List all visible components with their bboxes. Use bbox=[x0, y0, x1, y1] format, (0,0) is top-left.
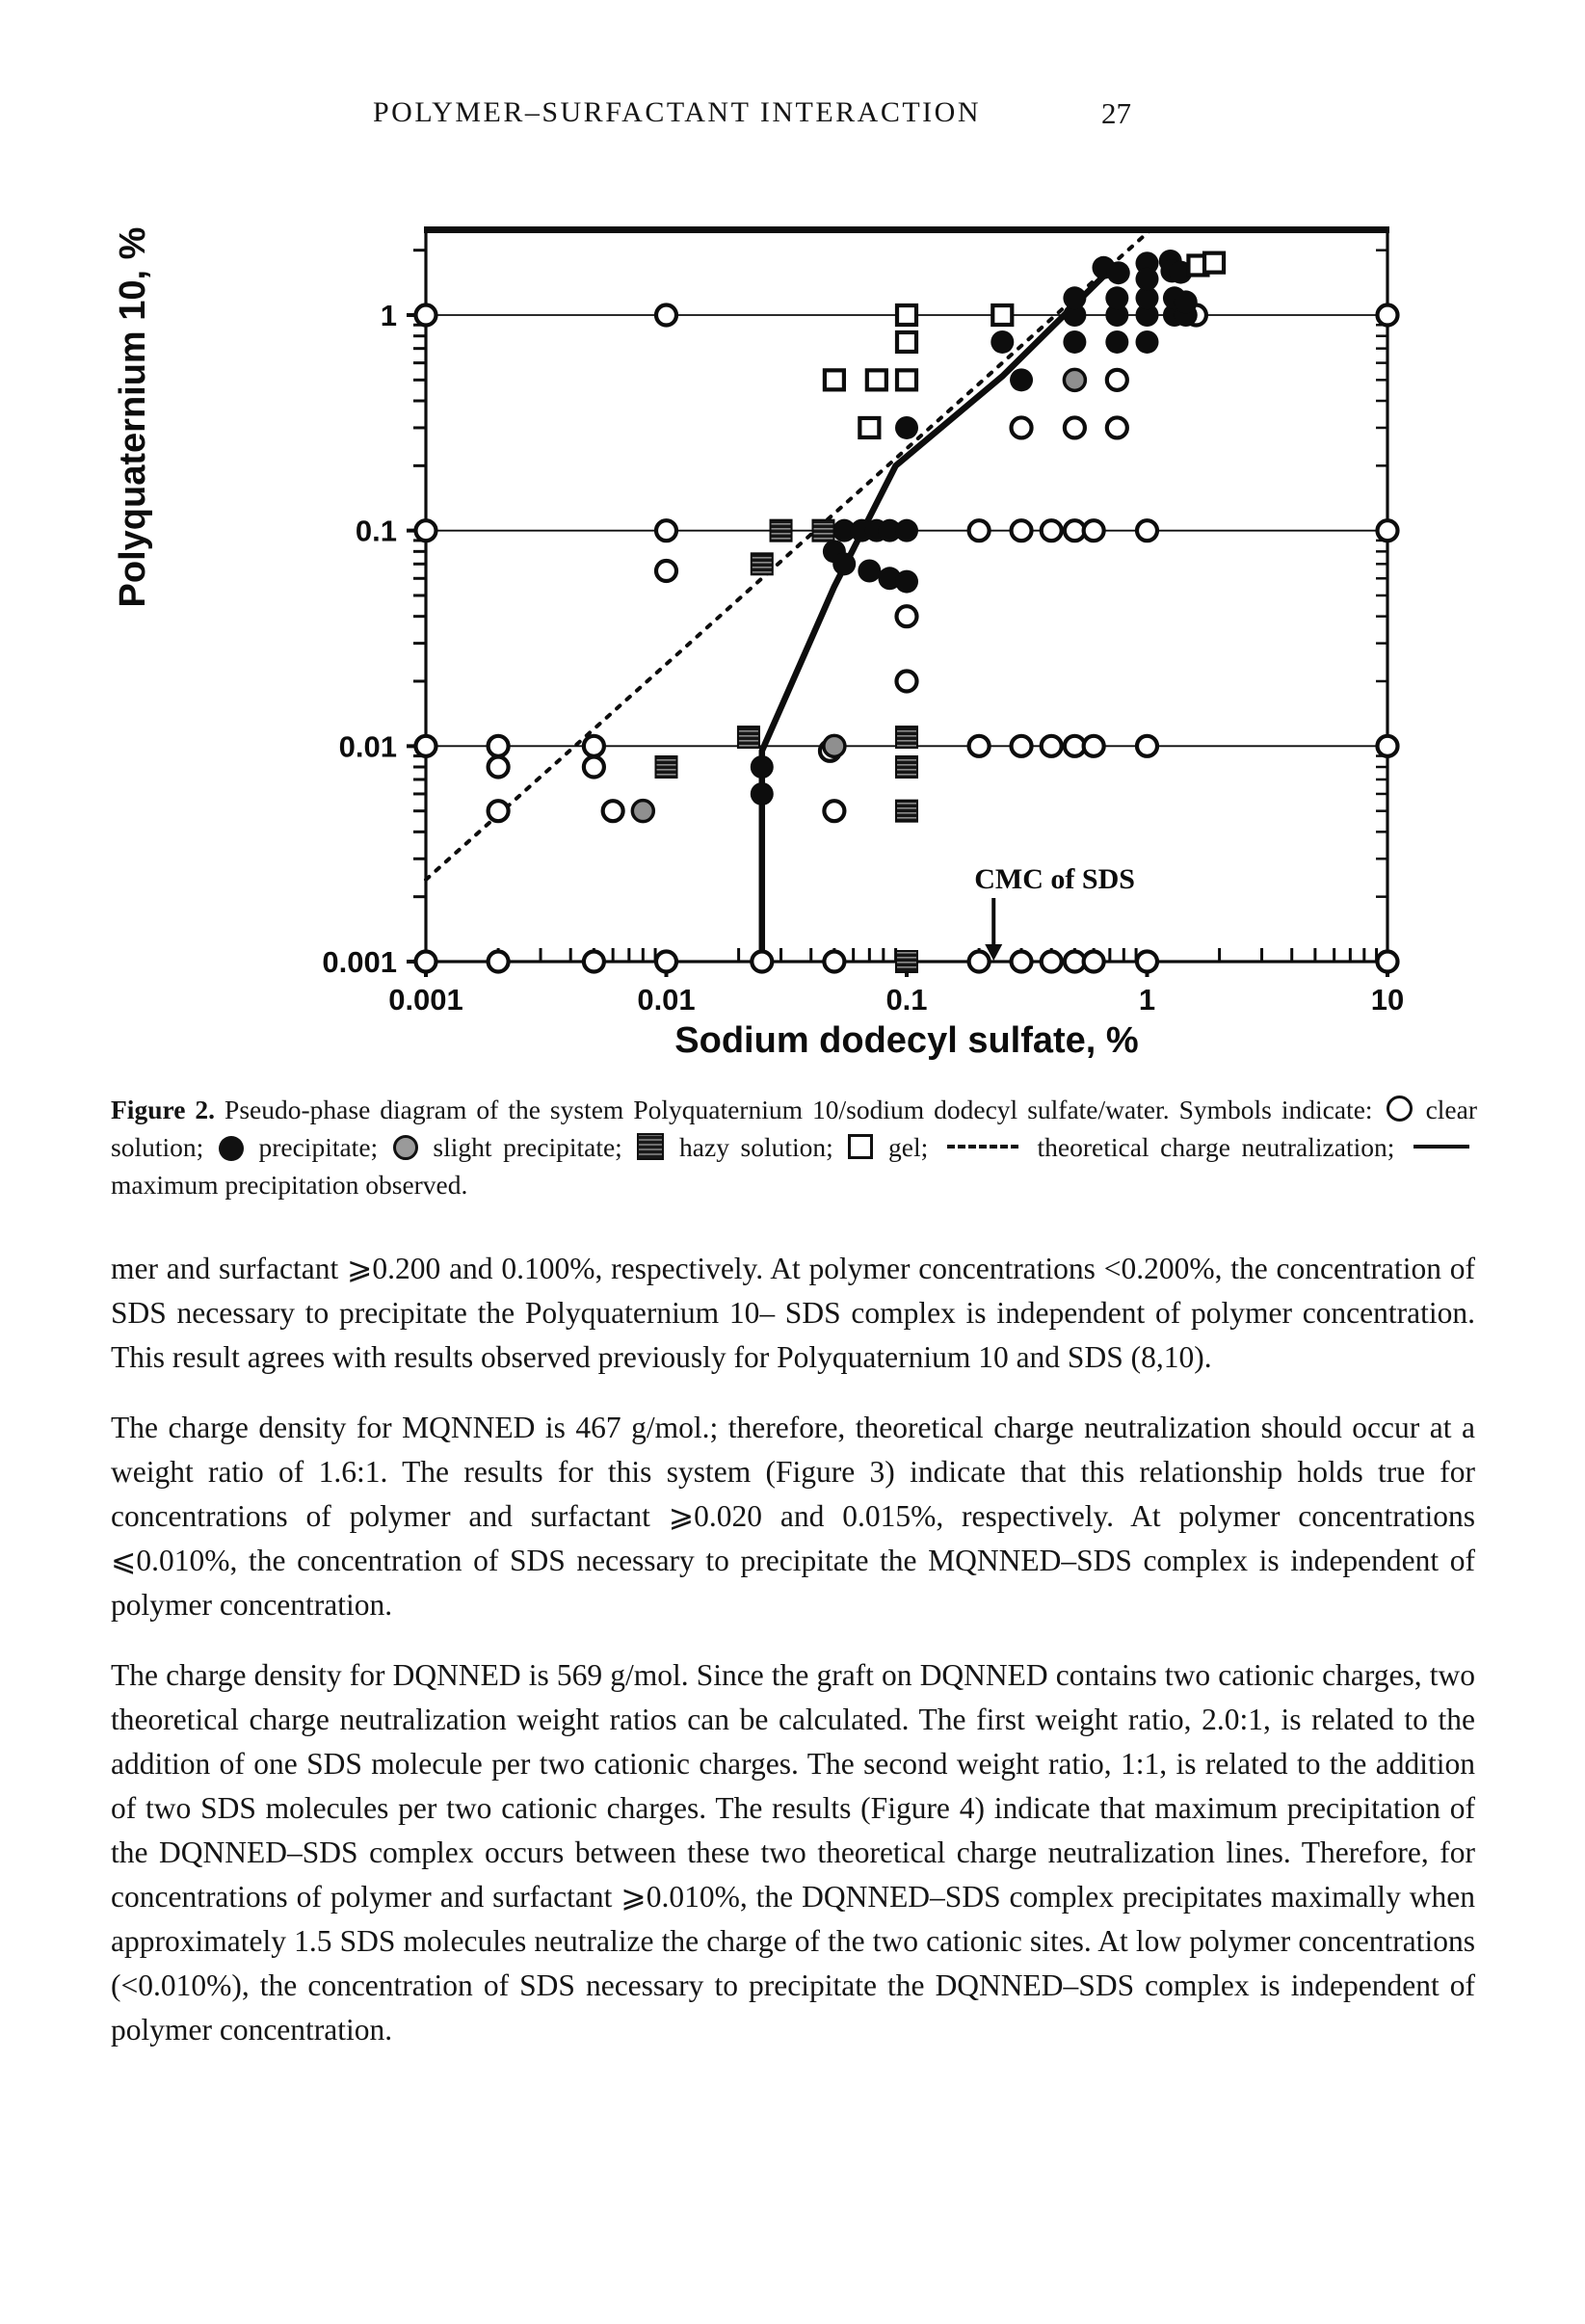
x-tick-label: 0.001 bbox=[388, 983, 463, 1017]
caption-text: Pseudo-phase diagram of the system Polyquaternium 10/sodium dodecyl sulfate/water. Symbols indicate: bbox=[215, 1095, 1383, 1124]
data-point-hazy bbox=[752, 553, 773, 574]
slight-precipitate-symbol-icon bbox=[393, 1135, 418, 1160]
data-point-clear bbox=[489, 952, 509, 972]
data-point-gel bbox=[825, 370, 844, 389]
x-tick-label: 0.1 bbox=[885, 983, 928, 1017]
data-point-clear bbox=[1065, 417, 1085, 437]
data-point-clear bbox=[1107, 370, 1127, 390]
data-point-gel bbox=[859, 418, 879, 437]
data-point-clear bbox=[1137, 520, 1157, 541]
theoretical-neutralization-line bbox=[426, 231, 1149, 880]
caption-text: hazy solution; bbox=[668, 1132, 845, 1162]
figure-caption bbox=[111, 1091, 1477, 1203]
data-point-hazy bbox=[896, 951, 917, 972]
body-text bbox=[111, 1247, 1475, 2078]
data-point-clear bbox=[1378, 520, 1398, 541]
data-point-clear bbox=[1012, 736, 1032, 756]
data-point-gel bbox=[897, 305, 916, 325]
data-point-precipitate bbox=[832, 552, 856, 575]
pseudo-phase-diagram-chart bbox=[0, 0, 1585, 1089]
gel-symbol-icon bbox=[848, 1134, 873, 1159]
data-point-clear bbox=[416, 736, 436, 756]
data-point-clear bbox=[969, 736, 990, 756]
data-point-clear bbox=[897, 672, 917, 692]
data-point-clear bbox=[656, 952, 676, 972]
page-number: 27 bbox=[1101, 96, 1131, 130]
x-tick-label: 0.01 bbox=[637, 983, 696, 1017]
data-point-clear bbox=[584, 952, 604, 972]
data-point-clear bbox=[1012, 952, 1032, 972]
data-point-hazy bbox=[896, 756, 917, 778]
paragraph: The charge density for MQNNED is 467 g/mol.; therefore, theoretical charge neutralization should occur at a weight ratio of 1.6:1. The results for this system (Figure 3) indicate that this relationship holds true for concentrations of polymer and surfactant ⩾0.020 and 0.015%, respectively. At polymer concentrations ⩽0.010%, the concentration of SDS necessary to precipitate the MQNNED–SDS complex is independent of polymer concentration. bbox=[111, 1411, 1475, 1622]
data-point-precipitate bbox=[895, 570, 918, 594]
data-point-clear bbox=[824, 952, 844, 972]
y-axis-title: Polyquaternium 10, % bbox=[113, 226, 153, 608]
data-point-clear bbox=[1084, 520, 1104, 541]
data-point-precipitate bbox=[1136, 330, 1159, 354]
caption-text: gel; bbox=[877, 1132, 939, 1162]
data-point-clear bbox=[656, 561, 676, 581]
paragraph: mer and surfactant ⩾0.200 and 0.100%, respectively. At polymer concentrations <0.200%, the concentration of SDS necessary to precipitate the Polyquaternium 10– SDS complex is independent of polymer concentration. This result agrees with results observed previously for Polyquaternium 10 and SDS (8,10). bbox=[111, 1252, 1475, 1374]
cmc-annotation-label: CMC of SDS bbox=[974, 863, 1135, 895]
data-point-slight-precipitate bbox=[632, 801, 653, 822]
data-point-precipitate bbox=[991, 330, 1014, 354]
data-point-precipitate bbox=[895, 519, 918, 542]
data-point-gel bbox=[867, 370, 886, 389]
data-point-precipitate bbox=[751, 782, 774, 805]
caption-text: theoretical charge neutralization; bbox=[1025, 1132, 1406, 1162]
data-point-precipitate bbox=[1136, 268, 1159, 291]
data-point-precipitate bbox=[1107, 261, 1130, 284]
data-point-hazy bbox=[738, 726, 759, 748]
data-point-clear bbox=[1042, 952, 1062, 972]
data-point-precipitate bbox=[895, 416, 918, 439]
max-precipitation-line-symbol-icon bbox=[1413, 1145, 1469, 1149]
caption-text: clear solution; bbox=[111, 1095, 1477, 1162]
data-point-clear bbox=[603, 801, 623, 821]
data-point-clear bbox=[824, 801, 844, 821]
data-point-clear bbox=[1107, 417, 1127, 437]
data-point-clear bbox=[752, 952, 772, 972]
running-header: POLYMER–SURFACTANT INTERACTION bbox=[372, 96, 981, 128]
y-tick-label: 0.01 bbox=[338, 729, 397, 764]
data-point-hazy bbox=[771, 520, 792, 541]
data-point-clear bbox=[584, 757, 604, 778]
data-point-clear bbox=[1042, 520, 1062, 541]
data-point-slight-precipitate bbox=[824, 735, 845, 756]
data-point-clear bbox=[1378, 305, 1398, 326]
hazy-solution-symbol-icon bbox=[637, 1133, 664, 1160]
data-point-slight-precipitate bbox=[1064, 369, 1085, 390]
y-tick-label: 0.001 bbox=[322, 945, 397, 979]
data-point-precipitate bbox=[1105, 330, 1128, 354]
data-point-clear bbox=[1084, 736, 1104, 756]
data-point-clear bbox=[969, 520, 990, 541]
data-point-precipitate bbox=[1105, 286, 1128, 309]
data-point-precipitate bbox=[1063, 286, 1086, 309]
x-axis-title: Sodium dodecyl sulfate, % bbox=[674, 1020, 1139, 1061]
data-point-clear bbox=[489, 801, 509, 821]
data-point-precipitate bbox=[858, 560, 881, 583]
y-tick-label: 1 bbox=[380, 299, 397, 333]
caption-text: precipitate; bbox=[247, 1132, 389, 1162]
data-point-clear bbox=[416, 520, 436, 541]
data-point-hazy bbox=[896, 726, 917, 748]
data-point-hazy bbox=[896, 801, 917, 822]
data-point-clear bbox=[1137, 736, 1157, 756]
data-point-clear bbox=[1137, 952, 1157, 972]
data-point-clear bbox=[416, 952, 436, 972]
data-point-gel bbox=[1204, 253, 1224, 273]
data-point-clear bbox=[416, 305, 436, 326]
data-point-precipitate bbox=[1063, 330, 1086, 354]
figure-caption-label: Figure 2. bbox=[111, 1095, 216, 1124]
caption-text: maximum precipitation observed. bbox=[111, 1170, 468, 1200]
data-point-gel bbox=[897, 370, 916, 389]
data-point-precipitate bbox=[751, 755, 774, 779]
data-point-clear bbox=[489, 757, 509, 778]
data-point-precipitate bbox=[1175, 290, 1198, 313]
data-point-clear bbox=[1042, 736, 1062, 756]
data-point-clear bbox=[1012, 417, 1032, 437]
data-point-clear bbox=[1378, 736, 1398, 756]
x-tick-label: 1 bbox=[1138, 983, 1156, 1017]
data-point-clear bbox=[584, 736, 604, 756]
x-tick-label: 10 bbox=[1370, 983, 1405, 1017]
data-point-clear bbox=[1084, 952, 1104, 972]
data-point-gel bbox=[897, 332, 916, 352]
data-point-precipitate bbox=[1010, 368, 1033, 391]
y-tick-label: 0.1 bbox=[355, 514, 397, 548]
data-point-clear bbox=[969, 952, 990, 972]
data-point-clear bbox=[1012, 520, 1032, 541]
data-point-clear bbox=[656, 520, 676, 541]
data-point-clear bbox=[489, 736, 509, 756]
data-point-clear bbox=[1378, 952, 1398, 972]
data-point-hazy bbox=[812, 520, 833, 541]
clear-solution-symbol-icon bbox=[1387, 1096, 1413, 1122]
data-point-clear bbox=[897, 606, 917, 626]
paragraph: The charge density for DQNNED is 569 g/mol. Since the graft on DQNNED contains two cationic charges, two theoretical charge neutralization weight ratios can be calculated. The first weight ratio, 2.0:1, is related to the addition of one SDS molecule per two cationic charges. The second weight ratio, 1:1, is related to the addition of two SDS molecules per two cationic charges. The results (Figure 4) indicate that maximum precipitation of the DQNNED–SDS complex occurs between these two theoretical charge neutralization lines. Therefore, for concentrations of polymer and surfactant ⩾0.010%, the DQNNED–SDS complex precipitates maximally when approximately 1.5 SDS molecules neutralize the charge of the two cationic sites. At low polymer concentrations (<0.010%), the concentration of SDS necessary to precipitate the DQNNED–SDS complex is independent of polymer concentration. bbox=[111, 1658, 1475, 2047]
data-point-hazy bbox=[656, 756, 677, 778]
precipitate-symbol-icon bbox=[219, 1136, 244, 1161]
data-point-gel bbox=[992, 305, 1012, 325]
data-point-clear bbox=[656, 305, 676, 326]
theoretical-line-symbol-icon bbox=[947, 1145, 1018, 1149]
caption-text: slight precipitate; bbox=[421, 1132, 634, 1162]
max-precipitation-line bbox=[762, 270, 1110, 962]
